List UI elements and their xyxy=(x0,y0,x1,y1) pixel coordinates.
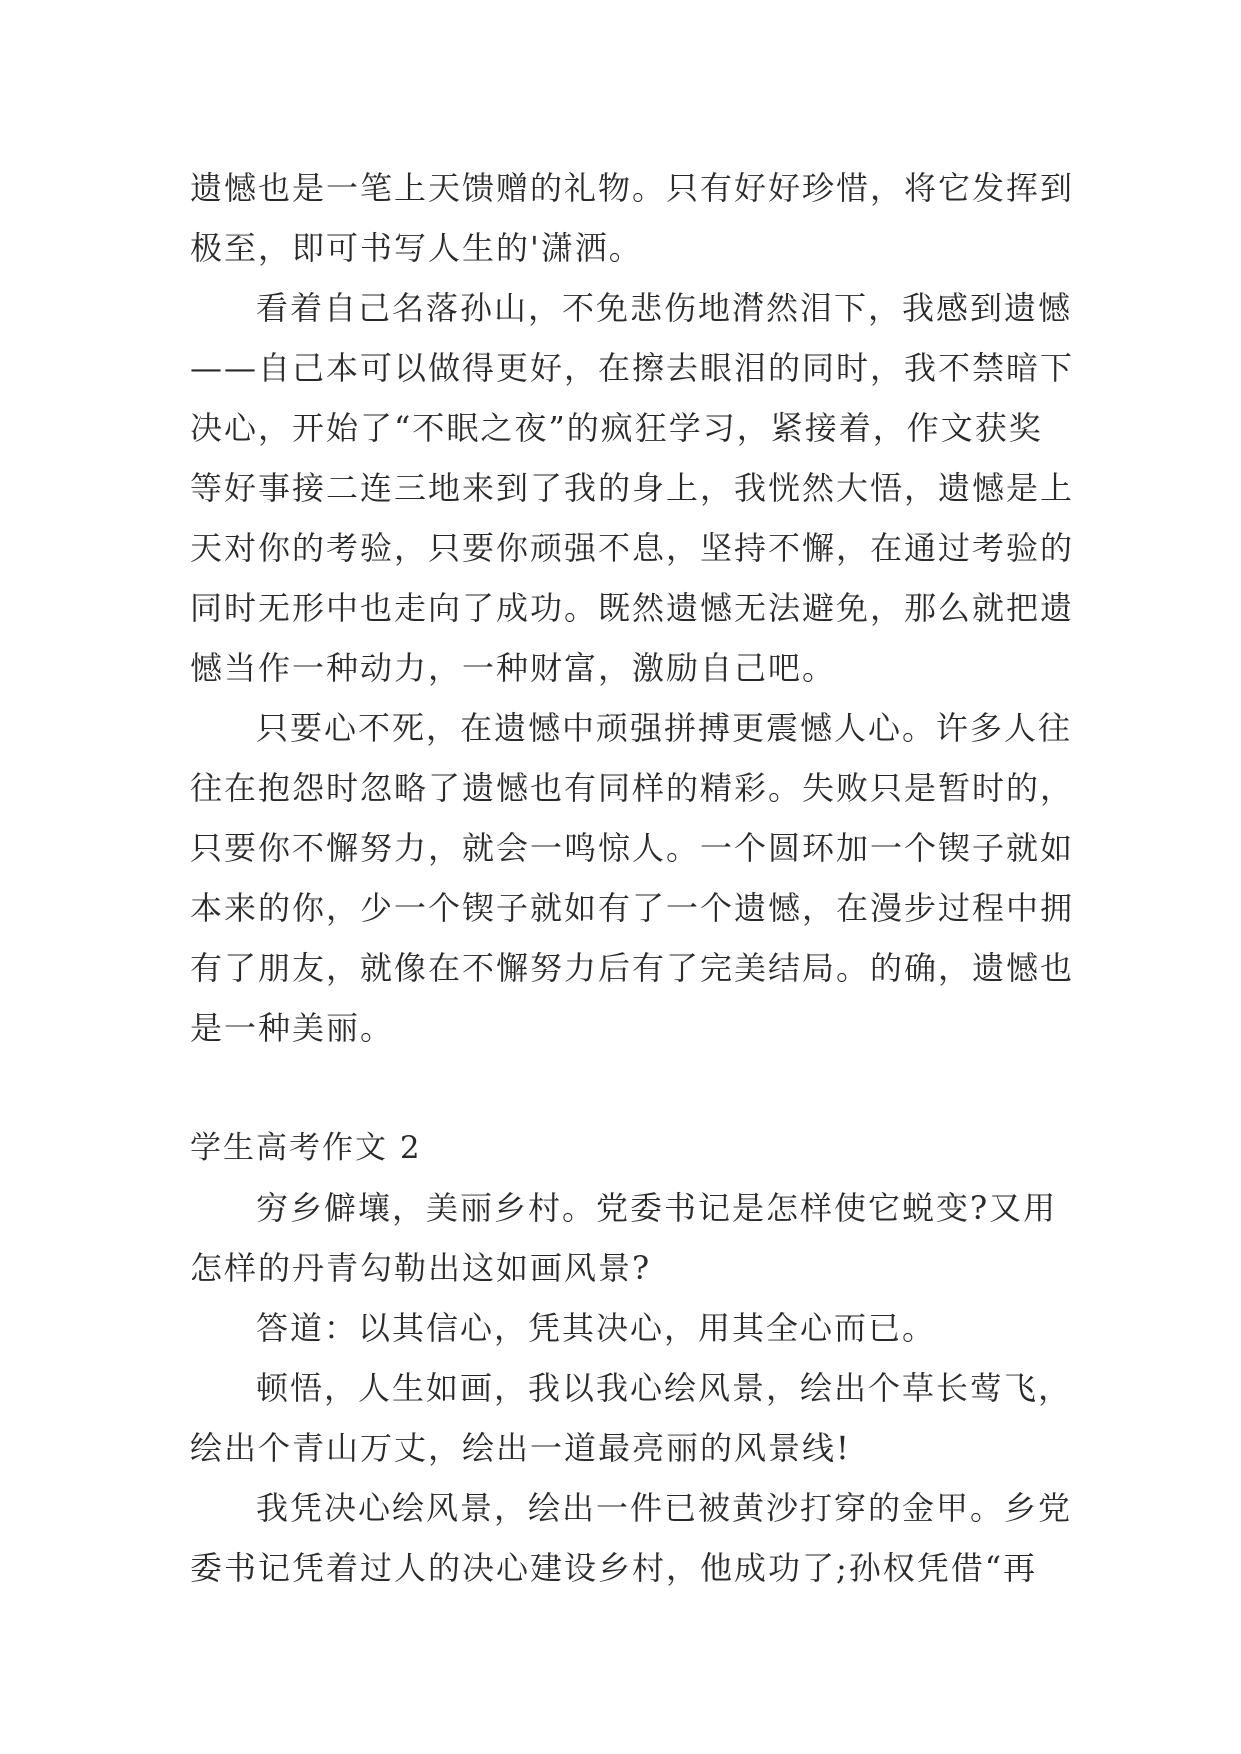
paragraph-line: 极至，即可书写人生的'潇洒。 xyxy=(190,229,643,267)
paragraph-line: 我凭决心绘风景，绘出一件已被黄沙打穿的金甲。乡党 xyxy=(256,1489,1073,1527)
paragraph-line: 看着自己名落孙山，不免悲伤地潸然泪下，我感到遗憾 xyxy=(256,289,1073,327)
paragraph-line: 只要心不死，在遗憾中顽强拼搏更震憾人心。许多人往 xyxy=(256,709,1073,747)
paragraph-line: 遗憾也是一笔上天馈赠的礼物。只有好好珍惜，将它发挥到 xyxy=(190,169,1075,207)
section-gap xyxy=(190,1058,1060,1118)
paragraph-line: 是一种美丽。 xyxy=(190,1009,395,1047)
paragraph-line: 同时无形中也走向了成功。既然遗憾无法避免，那么就把遗 xyxy=(190,589,1075,627)
paragraph-line: 天对你的考验，只要你顽强不息，坚持不懈，在通过考验的 xyxy=(190,529,1075,567)
paragraph-line: 绘出个青山万丈，绘出一道最亮丽的风景线! xyxy=(190,1429,851,1467)
section-title: 学生高考作文 2 xyxy=(190,1130,422,1166)
paragraph-line: 有了朋友，就像在不懈努力后有了完美结局。的确，遗憾也 xyxy=(190,949,1075,987)
paragraph-line: ——自己本可以做得更好，在擦去眼泪的同时，我不禁暗下 xyxy=(190,349,1075,387)
paragraph-line: 只要你不懈努力，就会一鸣惊人。一个圆环加一个锲子就如 xyxy=(190,829,1075,867)
paragraph-line: 往在抱怨时忽略了遗憾也有同样的精彩。失败只是暂时的， xyxy=(190,769,1075,807)
paragraph-line: 本来的你，少一个锲子就如有了一个遗憾，在漫步过程中拥 xyxy=(190,889,1075,927)
paragraph-line: 答道：以其信心，凭其决心，用其全心而已。 xyxy=(256,1309,937,1347)
paragraph-line: 顿悟，人生如画，我以我心绘风景，绘出个草长莺飞， xyxy=(256,1369,1073,1407)
document-body xyxy=(190,158,1075,1598)
paragraph-line: 怎样的丹青勾勒出这如画风景? xyxy=(190,1249,652,1287)
paragraph-line: 等好事接二连三地来到了我的身上，我恍然大悟，遗憾是上 xyxy=(190,469,1075,507)
paragraph-line: 决心，开始了“不眠之夜”的疯狂学习，紧接着，作文获奖 xyxy=(190,409,1043,447)
paragraph-line: 穷乡僻壤，美丽乡村。党委书记是怎样使它蜕变?又用 xyxy=(256,1189,1058,1227)
paragraph-line: 憾当作一种动力，一种财富，激励自己吧。 xyxy=(190,649,837,687)
paragraph-line: 委书记凭着过人的决心建设乡村，他成功了;孙权凭借“再 xyxy=(190,1549,1038,1587)
